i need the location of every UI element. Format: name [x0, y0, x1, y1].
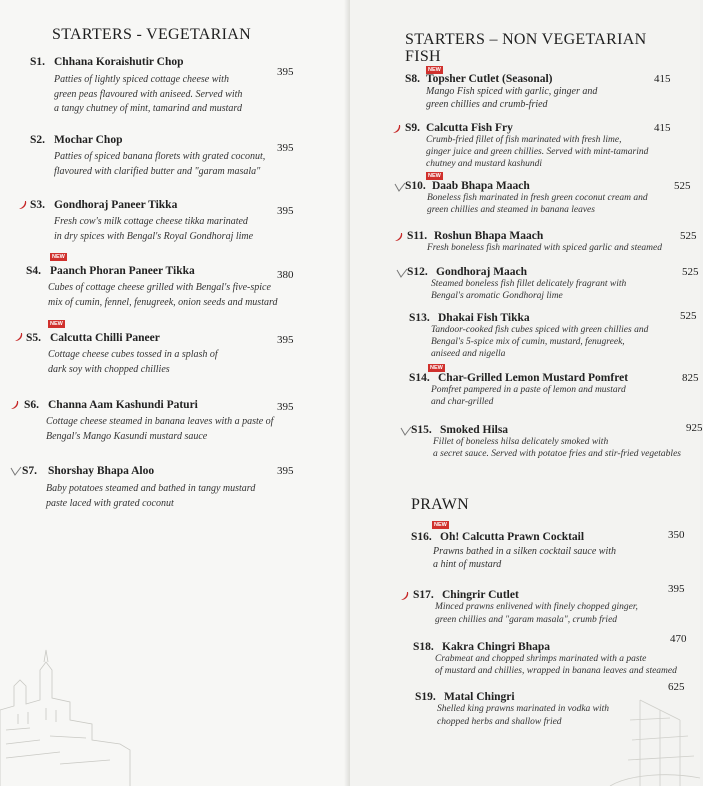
item-name: Gondhoraj Paneer Tikka	[54, 199, 178, 211]
menu-item-s10	[405, 180, 690, 220]
item-description: Prawns bathed in a silken cocktail sauce with a hint of mustard	[433, 546, 617, 570]
menu-item-s11	[407, 230, 697, 258]
menu-item-s2	[30, 134, 300, 184]
item-description: Cubes of cottage cheese grilled with Bengal's five-spice mix of cumin, fennel, fenugreek, onion seeds and mustard	[48, 282, 278, 308]
section-title-starters-non-vegetarian: STARTERS – NON VEGETARIAN	[405, 31, 647, 48]
item-price: 525	[680, 230, 697, 242]
item-name: Paanch Phoran Paneer Tikka	[50, 265, 195, 277]
menu-item-s13	[409, 310, 697, 362]
item-price: 470	[670, 633, 687, 645]
item-description: Cottage cheese steamed in banana leaves with a paste of Bengal's Mango Kasundi mustard sauce	[46, 416, 274, 442]
menu-item-s15	[411, 422, 703, 464]
menu-item-s12	[407, 266, 699, 306]
item-code: S16.	[411, 531, 432, 543]
item-name: Topsher Cutlet (Seasonal)	[426, 73, 553, 85]
menu-item-s6	[24, 399, 300, 449]
item-description: Baby potatoes steamed and bathed in tangy mustard paste laced with grated coconut	[46, 483, 256, 509]
chili-icon	[392, 124, 402, 134]
item-name: Smoked Hilsa	[440, 424, 509, 436]
item-code: S4.	[26, 265, 42, 277]
item-name: Chhana Koraishutir Chop	[54, 56, 184, 68]
item-code: S10.	[405, 180, 426, 192]
menu-item-s7	[22, 465, 300, 515]
item-description: Boneless fish marinated in fresh green coconut cream and green chillies and steamed in banana leaves	[427, 193, 648, 215]
item-code: S14.	[409, 372, 430, 384]
item-price: 415	[654, 73, 671, 85]
menu-item-s17	[413, 583, 693, 629]
menu-item-s3	[30, 199, 300, 249]
item-code: S7.	[22, 465, 38, 477]
left-page	[0, 0, 350, 786]
new-badge-icon: NEW	[428, 173, 441, 179]
item-name: Calcutta Fish Fry	[426, 122, 513, 134]
item-name: Chingrir Cutlet	[442, 589, 519, 601]
right-page	[350, 0, 703, 786]
new-badge-icon: NEW	[430, 365, 443, 371]
item-description: Fillet of boneless hilsa delicately smoked with a secret sauce. Served with potatoe fries and stir-fried vegetables	[433, 437, 681, 459]
item-description: Tandoor-cooked fish cubes spiced with green chillies and Bengal's 5-spice mix of cumin, mustard, fenugreek, aniseed and nigella	[431, 325, 649, 359]
item-name: Char-Grilled Lemon Mustard Pomfret	[438, 372, 629, 384]
item-code: S15.	[411, 424, 432, 436]
section-title-starters-vegetarian: STARTERS - VEGETARIAN	[52, 26, 251, 43]
item-description: Mango Fish spiced with garlic, ginger and green chillies and crumb-fried	[426, 86, 598, 110]
menu-item-s5	[26, 332, 300, 382]
item-code: S5.	[26, 332, 42, 344]
item-price: 395	[277, 401, 294, 413]
item-price: 525	[682, 266, 699, 278]
chili-icon	[400, 591, 410, 601]
item-description: Pomfret pampered in a paste of lemon and mustard and char-grilled	[431, 385, 626, 407]
item-code: S12.	[407, 266, 428, 278]
item-description: Patties of spiced banana florets with grated coconut, flavoured with clarified butter and "garam masala"	[54, 151, 266, 177]
item-price: 415	[654, 122, 671, 134]
item-price: 525	[680, 310, 697, 322]
item-price: 395	[668, 583, 685, 595]
menu-item-s1	[30, 56, 300, 120]
item-code: S3.	[30, 199, 46, 211]
new-badge-icon: NEW	[52, 254, 65, 260]
item-code: S8.	[405, 73, 421, 85]
item-price: 395	[277, 66, 294, 78]
item-price: 395	[277, 465, 294, 477]
item-name: Daab Bhapa Maach	[432, 180, 530, 192]
item-code: S11.	[407, 230, 428, 242]
chili-icon	[10, 400, 20, 410]
item-code: S17.	[413, 589, 434, 601]
item-name: Shorshay Bhapa Aloo	[48, 465, 155, 477]
city-sketch-illustration	[0, 640, 130, 786]
menu-item-s8	[405, 73, 690, 113]
section-title-prawn: PRAWN	[411, 496, 469, 513]
item-price: 825	[682, 372, 699, 384]
item-description: Crumb-fried fillet of fish marinated with fresh lime, ginger juice and green chillies. Served with mint-tamarind chutney and mustard kashundi	[426, 135, 649, 169]
item-description: Shelled king prawns marinated in vodka with chopped herbs and shallow fried	[437, 704, 610, 727]
new-badge-icon: NEW	[50, 321, 63, 327]
chili-icon	[14, 332, 24, 342]
item-price: 395	[277, 334, 294, 346]
item-description: Minced prawns enlivened with finely chopped ginger, green chillies and "garam masala", crumb fried	[435, 602, 638, 625]
menu-item-s9	[405, 122, 690, 172]
item-code: S18.	[413, 641, 434, 653]
item-description: Cottage cheese cubes tossed in a splash of dark soy with chopped chillies	[48, 349, 218, 375]
item-description: Crabmeat and chopped shrimps marinated with a paste of mustard and chillies, wrapped in banana leaves and steamed	[435, 654, 677, 676]
menu-item-s4	[26, 265, 300, 315]
item-description: Patties of lightly spiced cottage cheese with green peas flavoured with aniseed. Served with a tangy chutney of mint, tamarind and mustard	[54, 74, 243, 114]
menu-item-s18	[413, 633, 698, 681]
section-subtitle-fish: FISH	[405, 48, 441, 65]
chili-icon	[394, 232, 404, 242]
item-name: Oh! Calcutta Prawn Cocktail	[440, 531, 585, 543]
chili-icon	[18, 200, 28, 210]
item-price: 350	[668, 529, 685, 541]
item-code: S2.	[30, 134, 46, 146]
veg-mark-icon	[10, 466, 22, 476]
item-name: Gondhoraj Maach	[436, 266, 528, 278]
item-description: Steamed boneless fish fillet delicately fragrant with Bengal's aromatic Gondhoraj lime	[431, 279, 627, 301]
item-code: S6.	[24, 399, 40, 411]
item-name: Matal Chingri	[444, 691, 515, 703]
new-badge-icon: NEW	[428, 67, 441, 73]
item-price: 525	[674, 180, 691, 192]
item-price: 395	[277, 142, 294, 154]
item-code: S1.	[30, 56, 46, 68]
item-code: S13.	[409, 312, 430, 324]
menu-item-s16	[411, 531, 691, 571]
ship-sketch-illustration	[570, 690, 700, 786]
item-name: Mochar Chop	[54, 134, 123, 146]
item-price: 925	[686, 422, 703, 434]
item-description: Fresh cow's milk cottage cheese tikka marinated in dry spices with Bengal's Royal Gondhoraj lime	[54, 216, 254, 242]
new-badge-icon: NEW	[434, 522, 447, 528]
item-code: S9.	[405, 122, 421, 134]
item-name: Kakra Chingri Bhapa	[442, 641, 550, 653]
item-code: S19.	[415, 691, 436, 703]
item-price: 395	[277, 205, 294, 217]
item-price: 625	[668, 681, 685, 693]
item-name: Channa Aam Kashundi Paturi	[48, 399, 198, 411]
item-name: Roshun Bhapa Maach	[434, 230, 544, 242]
menu-item-s14	[409, 372, 699, 412]
item-name: Dhakai Fish Tikka	[438, 312, 530, 324]
item-price: 380	[277, 269, 294, 281]
item-name: Calcutta Chilli Paneer	[50, 332, 160, 344]
item-description: Fresh boneless fish marinated with spiced garlic and steamed	[427, 243, 663, 253]
